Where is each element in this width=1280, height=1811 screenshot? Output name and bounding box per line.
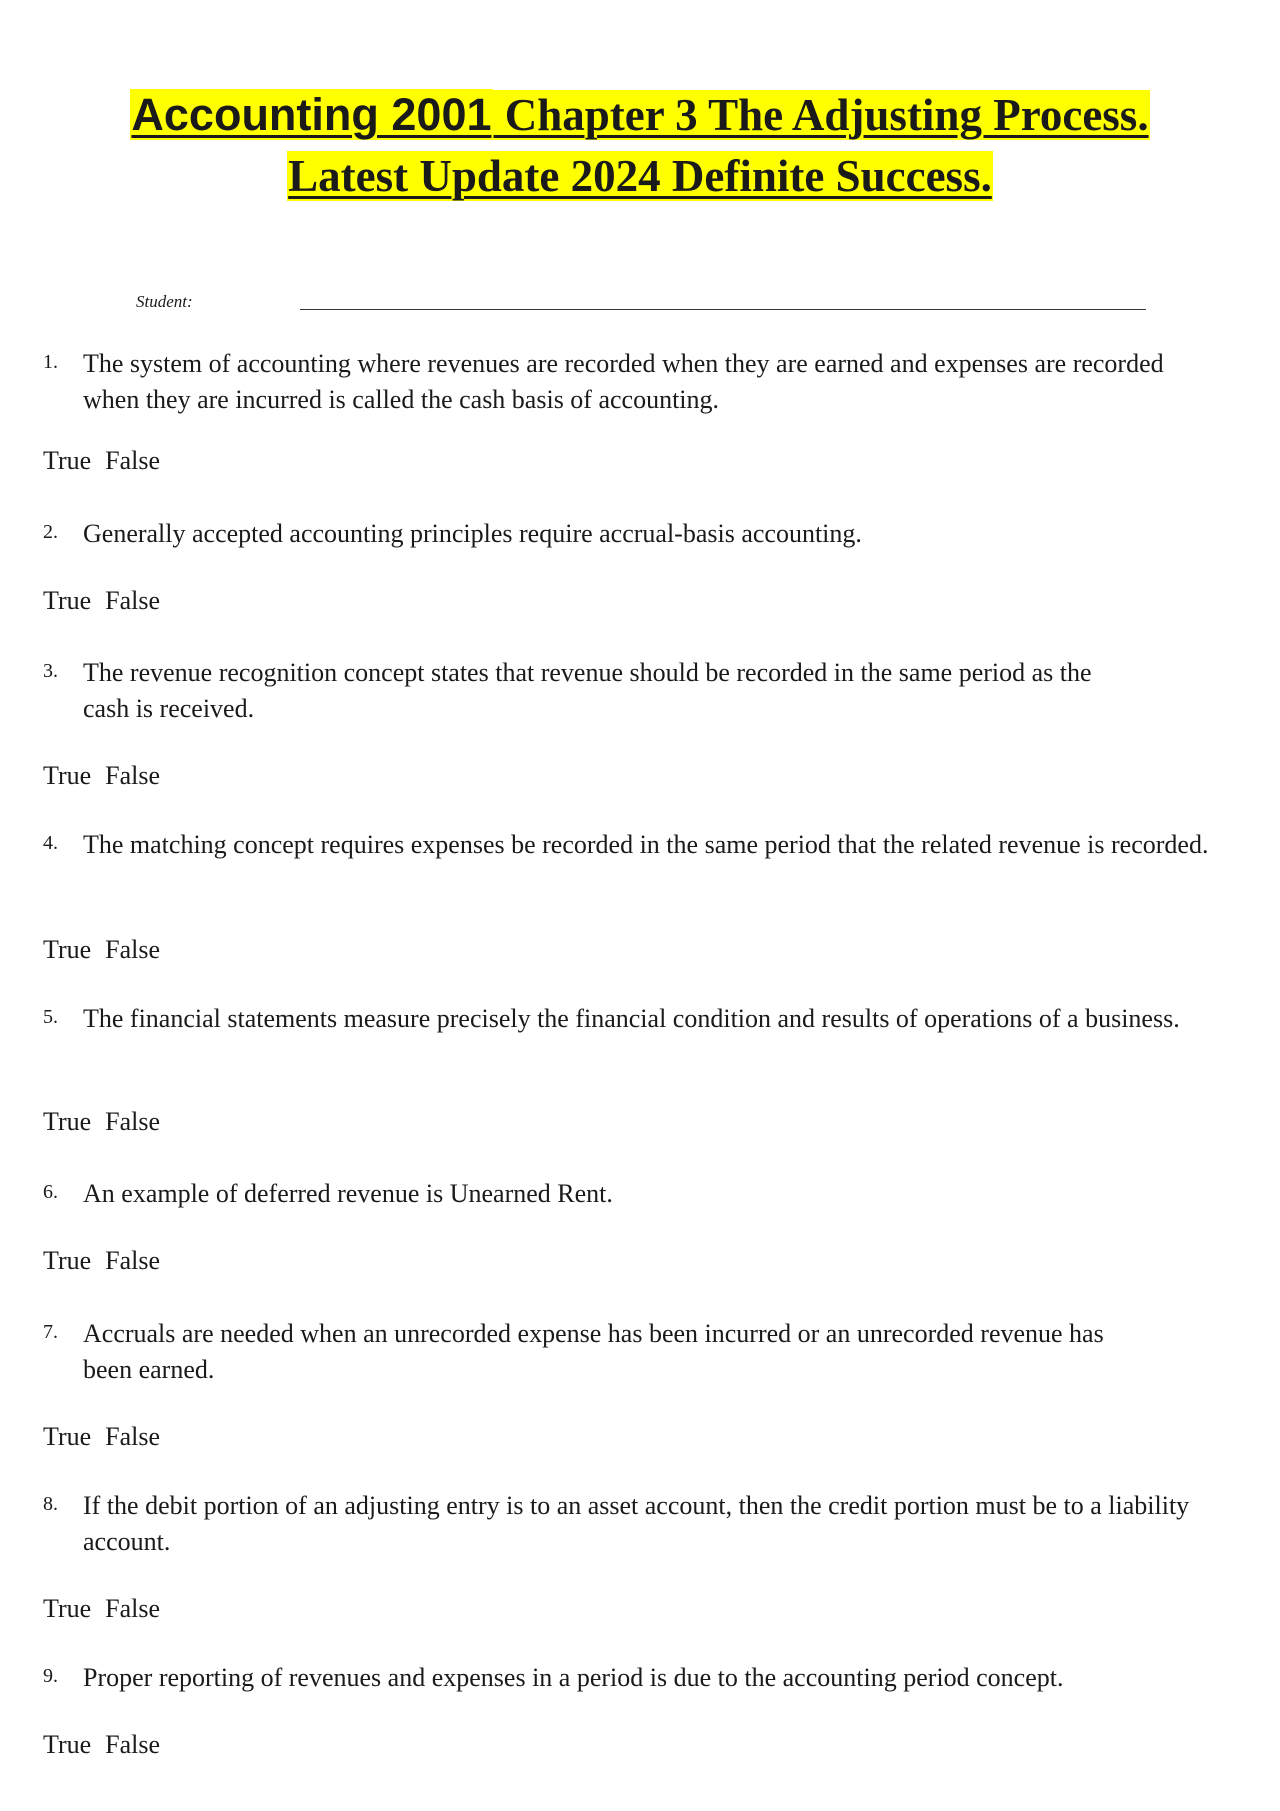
question-text: The revenue recognition concept states that revenue should be recorded in the same period as the cash is received. (83, 658, 1092, 723)
question-number: 7. (43, 1321, 58, 1343)
option-false[interactable]: False (105, 1246, 161, 1275)
title-line-2 (0, 146, 1280, 207)
answer-options (43, 1107, 174, 1137)
question-number: 8. (43, 1493, 58, 1515)
answer-options (43, 1594, 174, 1624)
title-line-1 (0, 84, 1280, 146)
option-true[interactable]: True (43, 935, 92, 964)
question-text: An example of deferred revenue is Unearned Rent. (83, 1179, 613, 1208)
option-true[interactable]: True (43, 1594, 92, 1623)
answer-options (43, 1246, 174, 1276)
answer-options (43, 761, 174, 791)
option-false[interactable]: False (105, 1730, 161, 1759)
question-text: If the debit portion of an adjusting entry is to an asset account, then the credit portion must be to a liability account. (83, 1491, 1190, 1556)
answer-options (43, 586, 174, 616)
student-field (136, 292, 1146, 318)
answer-options (43, 935, 174, 965)
option-false[interactable]: False (105, 935, 161, 964)
question-number: 2. (43, 521, 58, 543)
student-label: Student: (136, 292, 193, 311)
option-false[interactable]: False (105, 446, 161, 475)
option-true[interactable]: True (43, 1246, 92, 1275)
title-chapter: Chapter 3 The Adjusting Process. (493, 90, 1149, 140)
option-true[interactable]: True (43, 1730, 92, 1759)
option-true[interactable]: True (43, 1422, 92, 1451)
document-title (0, 84, 1280, 207)
option-false[interactable]: False (105, 1107, 161, 1136)
option-true[interactable]: True (43, 586, 92, 615)
option-true[interactable]: True (43, 761, 92, 790)
question-text: The financial statements measure precisely the financial condition and results of operations of a business. (83, 1004, 1180, 1033)
question-number: 4. (43, 832, 58, 854)
option-false[interactable]: False (105, 1594, 161, 1623)
question-text: Generally accepted accounting principles require accrual-basis accounting. (83, 519, 862, 548)
question-text: The matching concept requires expenses be recorded in the same period that the related revenue is recorded. (83, 830, 1209, 859)
question-text: Accruals are needed when an unrecorded expense has been incurred or an unrecorded revenue has been earned. (83, 1319, 1104, 1384)
question-number: 9. (43, 1665, 58, 1687)
question-number: 1. (43, 351, 58, 373)
title-subtitle: Latest Update 2024 Definite Success. (288, 151, 992, 201)
question-text: The system of accounting where revenues are recorded when they are earned and expenses are recorded when they are incurred is called the cash basis of accounting. (83, 349, 1164, 414)
option-false[interactable]: False (105, 586, 161, 615)
answer-options (43, 1422, 174, 1452)
question-number: 3. (43, 660, 58, 682)
title-course: Accounting 2001 (131, 89, 492, 140)
answer-options (43, 446, 174, 476)
option-true[interactable]: True (43, 1107, 92, 1136)
option-false[interactable]: False (105, 761, 161, 790)
option-true[interactable]: True (43, 446, 92, 475)
question-text: Proper reporting of revenues and expenses in a period is due to the accounting period concept. (83, 1663, 1064, 1692)
answer-options (43, 1730, 174, 1760)
student-name-line[interactable] (300, 309, 1146, 310)
question-number: 6. (43, 1181, 58, 1203)
question-number: 5. (43, 1006, 58, 1028)
option-false[interactable]: False (105, 1422, 161, 1451)
